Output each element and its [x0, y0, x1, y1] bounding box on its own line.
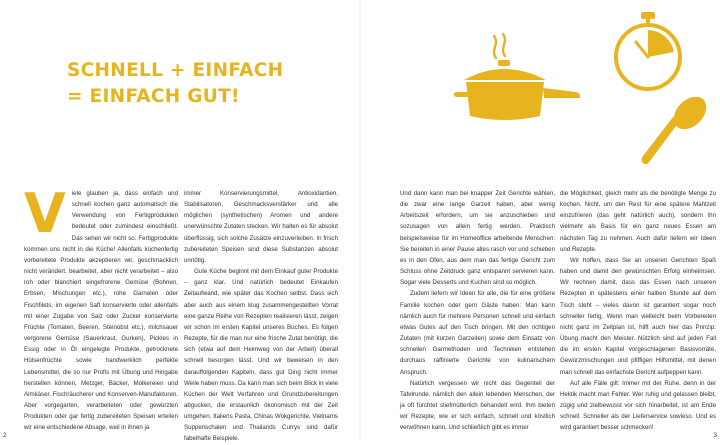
paragraph: Wir hoffen, dass Sie an unseren Gerichten Spaß haben und damit den gewünschten Erfolg einheimsen. Wir rechnen damit, dass das Essen nach unseren Rezepten in spätestens einer halben Stunde auf dem Tisch steht – vieles davon ist garantiert sogar noch schneller fertig. Wenn man vielleicht beim Vorbereiten nicht ganz im Zeitplan ist, hilft auch hier das Prinzip: Übung macht den Meister. Nützlich sind auf jeden Fall die im ersten Kapitel vorgeschlagenen Basisvorräte, Gewürzmischungen und pfiffigen Hilfsmittel, mit denen man schnell das einfachste Gericht aufpeppen kann. [560, 256, 716, 376]
headline [67, 58, 283, 110]
paragraph: Und dann kann man bei knapper Zeit Gerichte wählen, die zwar eine lange Garzeit haben, aber wenig Arbeitszeit erfordern, um sie anzuschieben und sozusagen von allein fertig werden. Praktisch beispielsweise für im Homeoffice arbeitende Menschen: Sie bereiten in einer Pause alles rasch vor und schieben es in den Ofen, aus dem man das fertige Gericht zum Schluss ohne Zeitdruck ganz entspannt servieren kann. Sogar viele Desserts und Kuchen sind so möglich. [400, 190, 555, 287]
left-page [0, 0, 360, 442]
right-column-2 [560, 188, 716, 433]
paragraph: Auf alle Fälle gilt: Immer mit der Ruhe, denn in der Hektik macht man Fehler. Wer ruhig und gelassen bleibt, zügig und zielbewusst vor sich hinarbeitet, ist am Ende schnell. Schneller als der Lieferservice sowieso. Und es wird garantiert besser schmecken! [560, 379, 716, 432]
steam-icon [494, 34, 505, 58]
spoon-icon [642, 90, 713, 164]
page-number-left: 2 [3, 432, 7, 439]
headline-line-1: SCHNELL + EINFACH [67, 60, 284, 81]
left-column-1 [24, 182, 178, 433]
stopwatch-icon [616, 12, 680, 89]
kitchen-illustration [450, 0, 720, 170]
left-column-2 [184, 188, 338, 445]
right-column-1 [400, 188, 555, 433]
paragraph: die Möglichkeit, gleich mehr als die benötigte Menge zu kochen. Nicht, um den Rest für eine spätere Mahlzeit einzufrieren (das geht natürlich auch), sondern ihn vielmehr als Basis für ein ganz neues Essen am nächsten Tag zu nehmen. Auch dafür liefern wir Ideen und Rezepte. [560, 190, 716, 253]
paragraph: Natürlich vergessen wir nicht das Gegenteil der Tafelrunde, nämlich den allein lebenden Menschen, der ja oft fürchtet stiefmütterlich behandelt wird. Ihm bieten wir Rezepte, wie er sich einfach, schnell und köstlich verwöhnen kann. Und schließlich gibt es immer [400, 379, 555, 432]
paragraph: Gute Küche beginnt mit dem Einkauf guter Produkte – ganz klar. Und natürlich bedeutet Einkaufen Zeitaufwand, wie später das Kochen selbst. Dass sich aber auch aus einem klug zusammengestellten Vorrat eine ganze Reihe von Rezepten realisieren lässt, zeigen wir schon im ersten Kapitel unseres Buches. Es folgen Rezepte, für die man nur eine frische Zutat benötigt, die sich (etwa auf dem Heimweg von der Arbeit) überall schnell besorgen lässt. Und wir beweisen in den darauffolgenden Kapiteln, dass gut Ding nicht immer Weile haben muss. Da kann man sich beim Blick in viele Küchen der Welt Verfahren und Grundzubereitungen abgucken, die erstaunlich ökonomisch mit der Zeit umgehen. Italiens Pasta, Chinas Wokgerichte, Vietnams Suppenschalen und Thailands Currys sind dafür fabelhafte Beispiele. [184, 268, 338, 443]
paragraph [24, 182, 178, 433]
page-number-right: 3 [713, 432, 717, 439]
paragraph: immer Konservierungsmittel, Antioxidantien, Stabilisatoren, Geschmacksverstärker und alle möglichen (synthetischen) Aromen und andere unerwünschte Zutaten stecken. Wir halten es für absolut überflüssig, sich solche Zusätze einzuverleiben. In frisch zubereiteten Speisen sind diese Substanzen absolut unnötig. [184, 190, 338, 264]
headline-line-2: = EINFACH GUT! [67, 86, 240, 107]
drop-cap: V [24, 182, 66, 245]
paragraph-text: iele glauben ja, dass einfach und schnell kochen ganz automatisch die Verwendung von Fertigprodukten bedeutet oder zumindest einschließt. Das sehen wir nicht so: Fertigprodukte kommen uns nicht in die Küche! Allenfalls küchenfertig vorbereitete Produkte akzeptieren wir, geschmacklich nicht verändert, bearbeitet, aber nicht verarbeitet – also roh oder blanchiert eingefrorene Gemüse (Bohnen, Erbsen, Mischungen etc.), rohe Garnelen oder Fischfilets, im eigenen Saft konservierte oder allenfalls mit einer Zugabe von Salz oder Zucker konservierte Früchte (Tomaten, Beeren, Steinobst etc.), milchsauer vergorene Gemüse (Sauerkraut, Gurken), Pickles in Essig oder in Öl eingelegte Produkte, getrocknete Hülsenfrüchte sowie handwerklich perfekte Lebensmittel, die so nur Profis mit Übung und Hingabe herstellen können, Metzger, Bäcker, Molkereien und Almkäser, Fischräucherer und Konserven-Manufakturen. Aber vorgegarten, verarbeiteten oder gewürzten Produkten oder gar fertig zubereiteten Speisen erteilen wir eine entschiedene Absage, weil in ihnen ja [24, 190, 178, 432]
pot-icon [454, 60, 580, 120]
paragraph: Zudem liefern wir Ideen für alle, die für eine größere Familie kochen oder gern Gäste haben: Man kann nämlich auch für mehrere Personen schnell und einfach etwas Gutes auf den Tisch bringen. Mit den richtigen Zutaten (mit kurzen Garzeiten) sowie dem Einsatz von schnellen Garmethoden und Techniken entstehen durchaus raffinierte Gerichte von kulinarischem Anspruch. [400, 290, 555, 376]
